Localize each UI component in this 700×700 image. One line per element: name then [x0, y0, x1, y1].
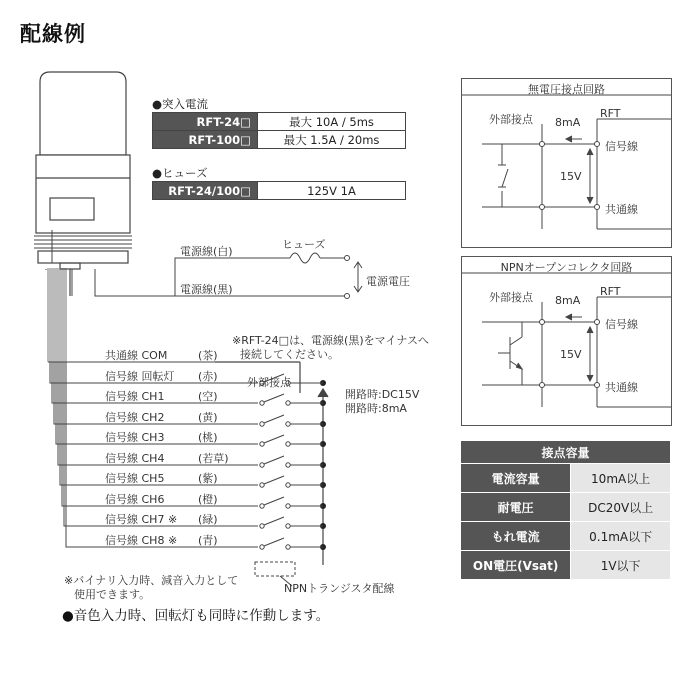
wire-name: 信号線 CH1: [105, 390, 165, 403]
capacity-value: 0.1mA以下: [571, 522, 670, 551]
wire-bundle: [48, 268, 66, 362]
wire-color: (茶): [198, 349, 218, 362]
circuit-voltage-label: 15V: [560, 348, 582, 361]
table-row: [153, 113, 406, 131]
switch-terminal: [286, 545, 290, 549]
voltage-label: 電源電圧: [366, 275, 410, 288]
binary-note-line2: 使用できます。: [74, 588, 151, 601]
switch-terminal: [260, 401, 264, 405]
table-row: [153, 182, 406, 200]
switch-terminal: [260, 545, 264, 549]
inrush-value: 最大 10A / 5ms: [258, 113, 406, 131]
capacity-value: 10mA以上: [571, 464, 670, 493]
external-contact-label: 外部接点: [247, 376, 291, 389]
wire-color: (緑): [198, 513, 218, 526]
lamp-dome: [40, 72, 126, 155]
fuse-model: RFT-24/100□: [153, 182, 258, 200]
switch-terminal: [286, 524, 290, 528]
table-row: [461, 493, 670, 522]
switch-lever: [264, 517, 284, 525]
switch-terminal: [286, 401, 290, 405]
capacity-label: もれ電流: [461, 522, 571, 551]
npn-circuit: [461, 256, 672, 426]
switch-terminal: [286, 463, 290, 467]
switch-lever: [264, 394, 284, 402]
lamp-window: [50, 198, 94, 220]
wire-color: (桃): [198, 431, 218, 444]
wire-name: 信号線 CH6: [105, 493, 165, 506]
capacity-label: ON電圧(Vsat): [461, 551, 571, 580]
inrush-heading: ●突入電流: [152, 97, 209, 111]
capacity-label: 電流容量: [461, 464, 571, 493]
wire-color: (橙): [198, 493, 218, 506]
switch-terminal: [260, 463, 264, 467]
wire-name: 信号線 CH3: [105, 431, 165, 444]
common-bus: [215, 362, 328, 565]
capacity-title: 接点容量: [461, 441, 670, 464]
switch-terminal: [260, 422, 264, 426]
circuit-title: NPNオープンコレクタ回路: [500, 261, 633, 274]
lamp-stem: [60, 263, 80, 269]
wire-name: 信号線 CH4: [105, 452, 165, 465]
open-current-label: 開路時:8mA: [345, 402, 407, 415]
circuit-current-label: 8mA: [555, 294, 581, 307]
power-white-label: 電源線(白): [180, 245, 233, 258]
minus-note-line1: ※RFT-24□は、電源線(黒)をマイナスへ: [232, 334, 429, 347]
circuit-common-label: 共通線: [605, 203, 638, 216]
wire-color: (赤): [198, 370, 218, 383]
bottom-note: ●音色入力時、回転灯も同時に作動します。: [62, 608, 330, 624]
table-row: [461, 464, 670, 493]
wire-color: (黄): [198, 411, 218, 424]
switch-lever: [264, 497, 284, 505]
capacity-value: DC20V以上: [571, 493, 670, 522]
wire-color: (若草): [198, 452, 229, 465]
dry-contact-schematic: [462, 79, 671, 247]
fuse-value: 125V 1A: [258, 182, 406, 200]
circuit-signal-label: 信号線: [605, 140, 638, 153]
wire-name: 共通線 COM: [105, 349, 168, 362]
switch-terminal: [260, 483, 264, 487]
fuse-table: [152, 181, 406, 200]
lamp-base: [36, 155, 130, 233]
wire-name: 信号線 CH7 ※: [105, 513, 178, 526]
switch-terminal: [260, 504, 264, 508]
npn-wiring-label: NPNトランジスタ配線: [284, 582, 395, 595]
inrush-model: RFT-100□: [153, 131, 258, 149]
npn-schematic: [462, 257, 671, 425]
table-row: [461, 441, 670, 464]
table-row: [153, 131, 406, 149]
circuit-signal-label: 信号線: [605, 318, 638, 331]
page-title: 配線例: [20, 22, 86, 46]
switch-lever: [264, 456, 284, 464]
circuit-voltage-label: 15V: [560, 170, 582, 183]
circuit-title: 無電圧接点回路: [528, 83, 605, 96]
npn-dashed-box: [255, 562, 295, 576]
wire-name: 信号線 回転灯: [105, 370, 175, 383]
inrush-model: RFT-24□: [153, 113, 258, 131]
capacity-value: 1V以下: [571, 551, 670, 580]
lamp-vent: [34, 236, 132, 248]
circuit-ext-label: 外部接点: [489, 291, 533, 304]
minus-note-line2: 接続してください。: [240, 348, 339, 361]
contact-capacity-table: [461, 441, 670, 580]
wire-name: 信号線 CH8 ※: [105, 534, 178, 547]
wire-name: 信号線 CH5: [105, 472, 165, 485]
switch-terminal: [286, 422, 290, 426]
fuse-label: ヒューズ: [282, 238, 326, 251]
circuit-current-label: 8mA: [555, 116, 581, 129]
table-row: [461, 551, 670, 580]
circuit-common-label: 共通線: [605, 381, 638, 394]
switch-lever: [264, 435, 284, 443]
circuit-device-label: RFT: [600, 285, 621, 298]
inrush-value: 最大 1.5A / 20ms: [258, 131, 406, 149]
wire-color: (紫): [198, 472, 218, 485]
circuit-ext-label: 外部接点: [489, 113, 533, 126]
switch-terminal: [260, 524, 264, 528]
switch-terminal: [260, 442, 264, 446]
switch-terminal: [286, 442, 290, 446]
wire-color: (空): [198, 390, 218, 403]
circuit-device-label: RFT: [600, 107, 621, 120]
switch-terminal: [286, 504, 290, 508]
open-voltage-label: 開路時:DC15V: [345, 388, 420, 401]
switch-lever: [264, 415, 284, 423]
power-black-label: 電源線(黒): [180, 283, 233, 296]
capacity-label: 耐電圧: [461, 493, 571, 522]
switch-lever: [264, 476, 284, 484]
switch-lever: [264, 538, 284, 546]
wire-color: (青): [198, 534, 218, 547]
inrush-table: [152, 112, 406, 149]
fuse-heading: ●ヒューズ: [152, 166, 208, 180]
dry-contact-circuit: [461, 78, 672, 248]
binary-note-line1: ※バイナリ入力時、減音入力として: [64, 574, 239, 587]
switch-terminal: [286, 483, 290, 487]
wire-name: 信号線 CH2: [105, 411, 165, 424]
table-row: [461, 522, 670, 551]
